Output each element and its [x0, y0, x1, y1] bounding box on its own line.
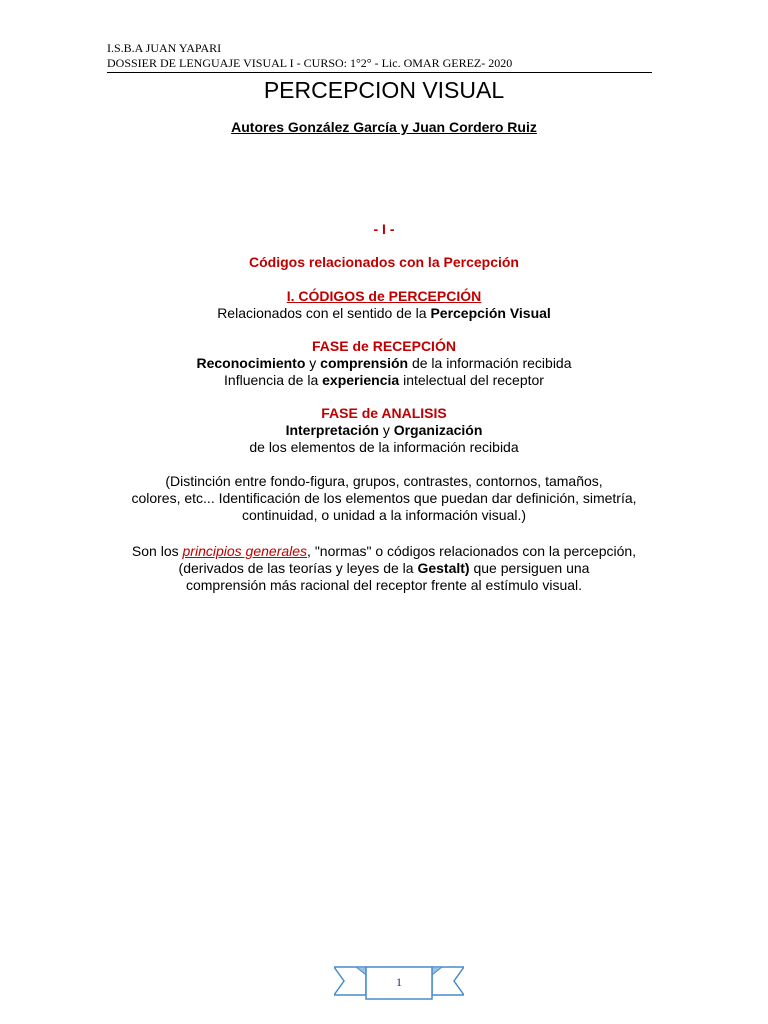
analysis-line-1 — [0, 422, 768, 439]
reception-text-4: intelectual del receptor — [399, 372, 544, 388]
analysis-section — [0, 405, 768, 456]
gestalt-word: Gestalt) — [417, 560, 470, 576]
paragraph2-text-2: , "normas" o códigos relacionados con la percepción, — [307, 543, 637, 559]
codes-heading: I. CÓDIGOS de PERCEPCIÓN — [286, 288, 482, 304]
codes-line-text: Relacionados con el sentido de la — [217, 305, 431, 321]
analysis-line-2: de los elementos de la información recibida — [249, 439, 519, 455]
reception-line-1 — [0, 355, 768, 372]
section-marker: - I - — [373, 221, 395, 237]
paragraph2-text-3: (derivados de las teorías y leyes de la — [178, 560, 418, 576]
reception-word-2: comprensión — [320, 355, 409, 371]
analysis-word-2: Organización — [393, 422, 483, 438]
principles-link[interactable]: principios generales — [182, 543, 308, 559]
paragraph1-line-2: colores, etc... Identificación de los elementos que puedan dar definición, simetría, — [131, 490, 637, 506]
header-institution: I.S.B.A JUAN YAPARI — [107, 41, 222, 55]
reception-heading: FASE de RECEPCIÓN — [312, 338, 456, 354]
authors: Autores González García y Juan Cordero Ruiz — [231, 119, 537, 135]
page-title: PERCEPCION VISUAL — [263, 77, 505, 103]
analysis-heading: FASE de ANALISIS — [321, 405, 447, 421]
paragraph2-text-1: Son los — [131, 543, 183, 559]
analysis-word-1: Interpretación — [285, 422, 379, 438]
page-number: 1 — [396, 975, 402, 989]
reception-text-2: de la información recibida — [408, 355, 572, 371]
page-number-ribbon — [334, 965, 464, 1005]
paragraph2-line-2 — [0, 560, 768, 577]
paragraph2-line-3: comprensión más racional del receptor frente al estímulo visual. — [185, 577, 583, 593]
paragraph2-line-1 — [0, 543, 768, 560]
paragraph1-line-3: continuidad, o unidad a la información visual.) — [241, 507, 527, 523]
section-title: Códigos relacionados con la Percepción — [249, 254, 519, 270]
paragraph1-line-1: (Distinción entre fondo-figura, grupos, contrastes, contornos, tamaños, — [165, 473, 603, 489]
reception-line-2 — [0, 372, 768, 389]
codes-line — [0, 305, 768, 322]
reception-text-1: y — [305, 355, 321, 371]
page-header — [107, 41, 652, 73]
paragraph2-text-4: que persiguen una — [469, 560, 590, 576]
paragraph-principles — [0, 543, 768, 594]
codes-section — [0, 288, 768, 322]
reception-word-1: Reconocimiento — [196, 355, 306, 371]
reception-text-3: Influencia de la — [224, 372, 323, 388]
reception-section — [0, 338, 768, 389]
paragraph-distinction — [0, 473, 768, 524]
codes-line-bold: Percepción Visual — [430, 305, 551, 321]
reception-word-3: experiencia — [322, 372, 400, 388]
analysis-text-1: y — [378, 422, 394, 438]
header-course: DOSSIER DE LENGUAJE VISUAL I - CURSO: 1°2° - Lic. OMAR GEREZ- 2020 — [107, 56, 652, 73]
